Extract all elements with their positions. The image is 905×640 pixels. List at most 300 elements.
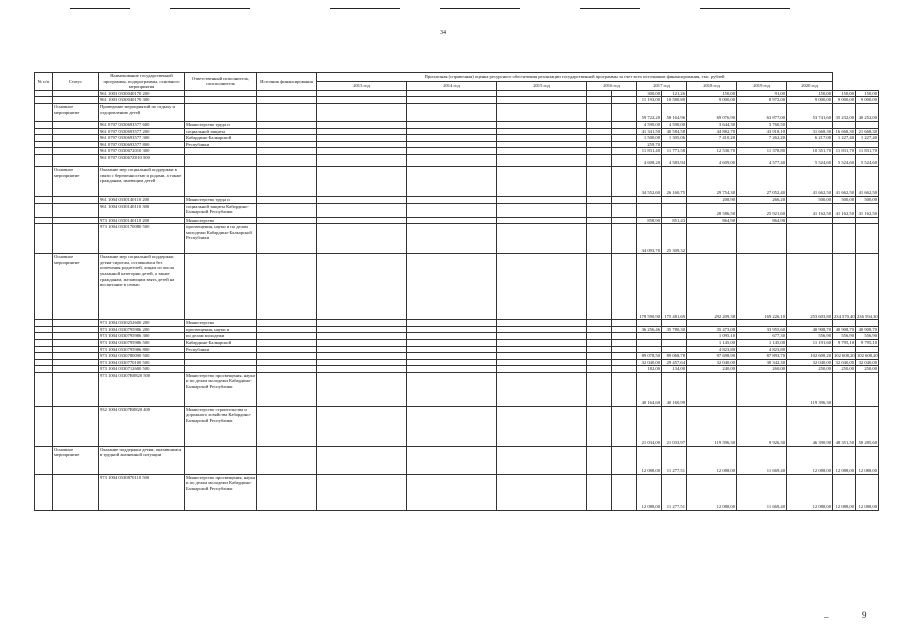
row-name: 961 0707 033067Z010 500 bbox=[99, 154, 185, 166]
row-value bbox=[637, 196, 662, 203]
row-value: 134,00 bbox=[662, 366, 687, 373]
row-value: 34 093,70 bbox=[637, 224, 662, 254]
row-value: 31 668,30 bbox=[787, 128, 833, 135]
row-value bbox=[497, 372, 587, 406]
row-value: 59 722,20 bbox=[637, 103, 662, 121]
row-responsible: Министерство строительства и дорожного хозяйства Кабардино-Балкарской Республики bbox=[185, 406, 257, 446]
header-rule bbox=[330, 8, 400, 9]
row-value: 40 252,00 bbox=[856, 103, 879, 121]
row-number bbox=[35, 353, 53, 360]
table-row bbox=[35, 103, 879, 121]
row-value: 102 608,20 bbox=[834, 353, 855, 359]
row-value bbox=[787, 346, 833, 353]
row-value: 69 076,90 bbox=[687, 103, 737, 121]
row-name: 973 1004 0330780090 500 bbox=[99, 353, 185, 360]
row-value: 864,90 bbox=[737, 217, 787, 224]
row-value: 178 590,90 bbox=[637, 254, 662, 320]
row-value bbox=[856, 320, 879, 327]
row-value: 1 227,40 bbox=[833, 135, 856, 142]
header-rule bbox=[580, 8, 640, 9]
table-row bbox=[35, 254, 879, 320]
row-value bbox=[317, 135, 407, 142]
row-value bbox=[612, 333, 637, 340]
corner-mark: 9 bbox=[862, 610, 867, 620]
row-value: 102 608,20 bbox=[857, 353, 878, 359]
table-row bbox=[35, 90, 879, 97]
row-value bbox=[407, 224, 497, 254]
row-status bbox=[53, 217, 99, 224]
row-value bbox=[587, 103, 612, 121]
row-source bbox=[257, 217, 317, 224]
row-value: 36 256,46 bbox=[637, 326, 662, 333]
row-value bbox=[662, 196, 687, 203]
row-status bbox=[53, 320, 99, 327]
row-value bbox=[407, 333, 497, 340]
row-source bbox=[257, 372, 317, 406]
row-responsible: просвещения, науки и bbox=[185, 326, 257, 333]
row-value bbox=[497, 353, 587, 360]
row-value: 89 078,50 bbox=[637, 353, 662, 360]
row-value: 35 232,00 bbox=[833, 103, 856, 121]
row-value bbox=[497, 203, 587, 217]
row-responsible: по делам молодежи bbox=[185, 333, 257, 340]
row-value bbox=[407, 446, 497, 474]
row-name: 961 1004 0330140110 200 bbox=[99, 196, 185, 203]
row-value: 4 608,20 bbox=[637, 154, 662, 166]
row-value bbox=[662, 320, 687, 327]
row-value bbox=[587, 359, 612, 366]
row-responsible bbox=[185, 90, 257, 97]
table-row bbox=[35, 154, 879, 166]
row-value bbox=[407, 346, 497, 353]
table-row bbox=[35, 406, 879, 446]
row-value bbox=[407, 203, 497, 217]
row-value: 5 524,60 bbox=[833, 154, 856, 166]
row-value bbox=[612, 474, 637, 510]
row-status bbox=[53, 353, 99, 360]
row-name: 961 0707 0330693577 600 bbox=[99, 121, 185, 128]
row-value: 41 662,50 bbox=[787, 166, 833, 196]
row-status bbox=[53, 333, 99, 340]
row-value: 40 908,70 bbox=[856, 326, 879, 333]
row-value: 11 831,70 bbox=[856, 148, 879, 155]
row-value: 35 473,08 bbox=[687, 326, 737, 333]
row-value bbox=[317, 166, 407, 196]
table-row bbox=[35, 326, 879, 333]
row-value bbox=[497, 333, 587, 340]
row-value bbox=[407, 103, 497, 121]
row-value bbox=[612, 166, 637, 196]
row-value bbox=[856, 346, 879, 353]
row-value bbox=[856, 121, 879, 128]
row-status bbox=[53, 90, 99, 97]
row-responsible bbox=[185, 366, 257, 373]
row-value bbox=[497, 128, 587, 135]
row-value: 21 034,00 bbox=[637, 406, 662, 446]
header-year: 2019 год bbox=[737, 81, 787, 90]
row-value: 11 669,40 bbox=[737, 446, 787, 474]
row-value: 150,00 bbox=[833, 90, 856, 97]
row-value bbox=[737, 372, 787, 406]
row-value: 11 831,70 bbox=[833, 148, 856, 155]
row-source bbox=[257, 166, 317, 196]
row-value bbox=[587, 353, 612, 360]
row-value: 41 162,50 bbox=[833, 203, 856, 217]
row-value bbox=[317, 121, 407, 128]
table-row bbox=[35, 128, 879, 135]
row-source bbox=[257, 128, 317, 135]
row-value bbox=[587, 474, 612, 510]
row-value bbox=[612, 128, 637, 135]
header-rule bbox=[440, 8, 520, 9]
table-row bbox=[35, 203, 879, 217]
row-value bbox=[612, 366, 637, 373]
row-source bbox=[257, 154, 317, 166]
row-value: 5 524,60 bbox=[787, 154, 833, 166]
row-source bbox=[257, 121, 317, 128]
row-value bbox=[317, 154, 407, 166]
row-value bbox=[317, 320, 407, 327]
row-source bbox=[257, 254, 317, 320]
row-value bbox=[587, 254, 612, 320]
row-value: 150,00 bbox=[787, 90, 833, 97]
row-responsible: Республики bbox=[185, 346, 257, 353]
row-number bbox=[35, 121, 53, 128]
row-value bbox=[612, 372, 637, 406]
row-responsible bbox=[185, 97, 257, 104]
row-value: 10 351,70 bbox=[787, 148, 833, 155]
row-value bbox=[612, 353, 637, 360]
table-row bbox=[35, 121, 879, 128]
row-responsible: социальной защиты Кабардино-Балкарской Республики bbox=[185, 203, 257, 217]
row-value bbox=[587, 166, 612, 196]
row-value: 9 926,30 bbox=[737, 406, 787, 446]
row-source bbox=[257, 103, 317, 121]
row-value bbox=[687, 372, 737, 406]
table-row bbox=[35, 446, 879, 474]
row-name: 973 1004 0330795986 500 bbox=[99, 339, 185, 346]
row-source bbox=[257, 353, 317, 360]
row-value bbox=[787, 217, 833, 224]
row-value: 11 277,51 bbox=[662, 474, 687, 510]
row-name: 973 1004 0330140110 200 bbox=[99, 217, 185, 224]
row-responsible bbox=[185, 148, 257, 155]
row-value bbox=[497, 346, 587, 353]
row-number bbox=[35, 103, 53, 121]
row-value bbox=[317, 128, 407, 135]
row-value bbox=[587, 224, 612, 254]
row-value bbox=[317, 353, 407, 360]
row-value bbox=[662, 346, 687, 353]
row-name: 961 1003 0330040170 200 bbox=[99, 90, 185, 97]
row-value bbox=[612, 326, 637, 333]
row-value: 1 305,06 bbox=[662, 135, 687, 142]
row-value: 91,00 bbox=[737, 90, 787, 97]
row-source bbox=[257, 326, 317, 333]
row-value: 25 921,60 bbox=[737, 203, 787, 217]
table-row bbox=[35, 148, 879, 155]
row-value: 4 577,40 bbox=[737, 154, 787, 166]
row-value: 32 040,00 bbox=[787, 359, 833, 366]
row-value bbox=[407, 166, 497, 196]
row-value bbox=[317, 254, 407, 320]
row-value: 250,00 bbox=[787, 366, 833, 373]
row-value bbox=[612, 196, 637, 203]
row-value: 1 145,00 bbox=[687, 339, 737, 346]
row-value bbox=[637, 333, 662, 340]
row-value bbox=[587, 446, 612, 474]
row-value: 500,00 bbox=[856, 196, 879, 203]
row-value bbox=[407, 339, 497, 346]
header-source: Источник финансирования bbox=[257, 73, 317, 91]
row-number bbox=[35, 326, 53, 333]
row-value bbox=[612, 148, 637, 155]
row-value bbox=[612, 406, 637, 446]
row-number bbox=[35, 333, 53, 340]
row-number bbox=[35, 224, 53, 254]
row-value bbox=[587, 196, 612, 203]
row-value bbox=[317, 359, 407, 366]
row-name: 961 0707 0330672010 300 bbox=[99, 148, 185, 155]
row-status bbox=[53, 339, 99, 346]
row-value bbox=[497, 141, 587, 148]
row-value: 89 068,78 bbox=[662, 353, 687, 360]
header-rule bbox=[170, 8, 250, 9]
row-value bbox=[612, 90, 637, 97]
row-source bbox=[257, 346, 317, 353]
page-number: 34 bbox=[440, 30, 446, 36]
row-value bbox=[612, 141, 637, 148]
row-responsible bbox=[185, 446, 257, 474]
row-value: 87 893,70 bbox=[737, 353, 787, 360]
row-value: 46 390,90 bbox=[787, 406, 833, 446]
row-value: 41 162,50 bbox=[856, 203, 879, 217]
row-value bbox=[612, 446, 637, 474]
row-source bbox=[257, 135, 317, 142]
row-source bbox=[257, 366, 317, 373]
row-value: 25 309,32 bbox=[662, 224, 687, 254]
row-value bbox=[407, 326, 497, 333]
row-value: 9 000,00 bbox=[787, 97, 833, 104]
row-value bbox=[407, 196, 497, 203]
row-value: 253 603,80 bbox=[787, 254, 833, 320]
row-status bbox=[53, 121, 99, 128]
row-value: 9 795,10 bbox=[856, 339, 879, 346]
row-number bbox=[35, 406, 53, 446]
row-value bbox=[497, 148, 587, 155]
row-value: 35 780,30 bbox=[662, 326, 687, 333]
row-value bbox=[687, 320, 737, 327]
row-value: 21 668,30 bbox=[856, 128, 879, 135]
row-value bbox=[317, 103, 407, 121]
row-value: 16 668,30 bbox=[833, 128, 856, 135]
row-value: 12 088,00 bbox=[637, 446, 662, 474]
row-value: 11 193,00 bbox=[637, 97, 662, 104]
row-value bbox=[407, 154, 497, 166]
row-value bbox=[317, 366, 407, 373]
row-value: 12 088,00 bbox=[637, 474, 662, 510]
row-value bbox=[787, 320, 833, 327]
row-source bbox=[257, 446, 317, 474]
row-name: 973 1004 0330252600 200 bbox=[99, 320, 185, 327]
row-value bbox=[407, 90, 497, 97]
row-value bbox=[833, 372, 856, 406]
row-name: 961 1004 0330140110 300 bbox=[99, 203, 185, 217]
row-value: 4 823,80 bbox=[737, 346, 787, 353]
row-responsible: Министерство bbox=[185, 320, 257, 327]
row-value bbox=[662, 339, 687, 346]
row-source bbox=[257, 339, 317, 346]
row-value: 29 457,64 bbox=[662, 359, 687, 366]
row-value: 858,90 bbox=[637, 217, 662, 224]
row-value bbox=[317, 339, 407, 346]
row-value bbox=[497, 166, 587, 196]
header-year: 2017 год bbox=[637, 81, 687, 90]
row-value bbox=[637, 346, 662, 353]
row-value bbox=[833, 121, 856, 128]
row-value: 119 596,30 bbox=[687, 406, 737, 446]
table-row bbox=[35, 141, 879, 148]
row-value bbox=[317, 333, 407, 340]
row-number bbox=[35, 254, 53, 320]
row-source bbox=[257, 148, 317, 155]
row-value: 11 669,40 bbox=[737, 474, 787, 510]
row-value: 40 908,70 bbox=[787, 326, 833, 333]
row-value bbox=[612, 97, 637, 104]
row-value: 7 262,20 bbox=[737, 135, 787, 142]
header-year: 2020 год bbox=[787, 81, 833, 90]
row-value: 26 160,75 bbox=[662, 166, 687, 196]
row-status: Основное мероприятие bbox=[53, 254, 99, 320]
row-value: 9 000,00 bbox=[856, 97, 879, 104]
row-number bbox=[35, 90, 53, 97]
row-value bbox=[407, 372, 497, 406]
row-responsible bbox=[185, 166, 257, 196]
row-status bbox=[53, 406, 99, 446]
row-value bbox=[497, 254, 587, 320]
table-row bbox=[35, 196, 879, 203]
row-value bbox=[587, 97, 612, 104]
row-responsible: Министерство труда и bbox=[185, 121, 257, 128]
row-value bbox=[662, 203, 687, 217]
row-value bbox=[317, 446, 407, 474]
row-value: 169 226,10 bbox=[737, 254, 787, 320]
row-value: 236 594,30 bbox=[856, 254, 879, 320]
row-source bbox=[257, 196, 317, 203]
row-number bbox=[35, 135, 53, 142]
row-responsible: Министерство bbox=[185, 217, 257, 224]
row-value bbox=[612, 154, 637, 166]
row-value: 32 040,00 bbox=[833, 359, 856, 366]
row-responsible: Кабардино-Балкарской bbox=[185, 135, 257, 142]
row-value bbox=[856, 141, 879, 148]
row-value bbox=[497, 97, 587, 104]
row-value bbox=[612, 254, 637, 320]
row-value: 11 191,60 bbox=[787, 339, 833, 346]
row-name: 973 1004 0330795986 300 bbox=[99, 333, 185, 340]
row-value bbox=[587, 135, 612, 142]
row-value bbox=[587, 346, 612, 353]
row-name: Оказание мер социальной поддержки детям-сиротам, оставшимся без попечения родителей, лицам из числа указанной категории детей, а также гражданам, желающим взять детей на воспитание в семью bbox=[99, 254, 185, 320]
table-row bbox=[35, 333, 879, 340]
row-value: 12 530,70 bbox=[687, 148, 737, 155]
row-number bbox=[35, 320, 53, 327]
header-group: Прогнозная (справочная) оценка ресурсного обеспечения реализации государственной программы за счет всех источников финансирования, тыс. рублей bbox=[317, 73, 833, 82]
row-value: 292 209,38 bbox=[687, 254, 737, 320]
row-value: 41 662,50 bbox=[856, 166, 879, 196]
row-value: 32 040,00 bbox=[856, 359, 879, 366]
row-value bbox=[407, 141, 497, 148]
row-value: 40 160,99 bbox=[662, 372, 687, 406]
row-value bbox=[407, 121, 497, 128]
row-value bbox=[497, 224, 587, 254]
row-value bbox=[497, 326, 587, 333]
row-value: 11 831,40 bbox=[637, 148, 662, 155]
row-value: 8 972,00 bbox=[737, 97, 787, 104]
row-value bbox=[662, 333, 687, 340]
table-row bbox=[35, 353, 879, 360]
row-number bbox=[35, 446, 53, 474]
row-name: 961 1003 0330040170 300 bbox=[99, 97, 185, 104]
row-value bbox=[587, 203, 612, 217]
row-value bbox=[787, 224, 833, 254]
row-value bbox=[587, 320, 612, 327]
row-status bbox=[53, 203, 99, 217]
row-status bbox=[53, 474, 99, 510]
row-value bbox=[612, 121, 637, 128]
row-value: 33 955,60 bbox=[737, 326, 787, 333]
row-value bbox=[317, 90, 407, 97]
row-value: 1 145,00 bbox=[737, 339, 787, 346]
row-value bbox=[833, 141, 856, 148]
row-status: Основное мероприятие bbox=[53, 103, 99, 121]
row-value bbox=[317, 372, 407, 406]
row-value bbox=[407, 97, 497, 104]
row-value bbox=[612, 320, 637, 327]
row-value bbox=[587, 141, 612, 148]
row-value: 63 877,00 bbox=[737, 103, 787, 121]
row-value bbox=[317, 217, 407, 224]
row-number bbox=[35, 148, 53, 155]
table-row bbox=[35, 217, 879, 224]
row-responsible: Министерство просвещения, науки и по делам молодежи Кабардино-Балкарской Республики bbox=[185, 372, 257, 406]
row-value bbox=[587, 148, 612, 155]
row-value: 208,90 bbox=[687, 196, 737, 203]
row-value: 41 341,50 bbox=[637, 128, 662, 135]
row-value: 260,00 bbox=[737, 366, 787, 373]
row-status bbox=[53, 148, 99, 155]
row-status bbox=[53, 128, 99, 135]
row-value bbox=[587, 121, 612, 128]
row-value: 677,30 bbox=[737, 333, 787, 340]
row-responsible: Министерство просвещения, науки и по делам молодежи Кабардино-Балкарской Республики bbox=[185, 474, 257, 510]
header-year: 2014 год bbox=[407, 81, 497, 90]
header-year: 2018 год bbox=[687, 81, 737, 90]
row-status: Основное мероприятие bbox=[53, 166, 99, 196]
row-value: 3 644,30 bbox=[687, 121, 737, 128]
row-value: 43 918,10 bbox=[737, 128, 787, 135]
row-value bbox=[497, 366, 587, 373]
table-row bbox=[35, 474, 879, 510]
table-row bbox=[35, 372, 879, 406]
row-value bbox=[497, 406, 587, 446]
row-value bbox=[317, 474, 407, 510]
row-value: 4 609,00 bbox=[687, 154, 737, 166]
row-value: 240,00 bbox=[687, 366, 737, 373]
row-number bbox=[35, 217, 53, 224]
row-name: 973 1004 0330795986 200 bbox=[99, 326, 185, 333]
row-value bbox=[407, 254, 497, 320]
